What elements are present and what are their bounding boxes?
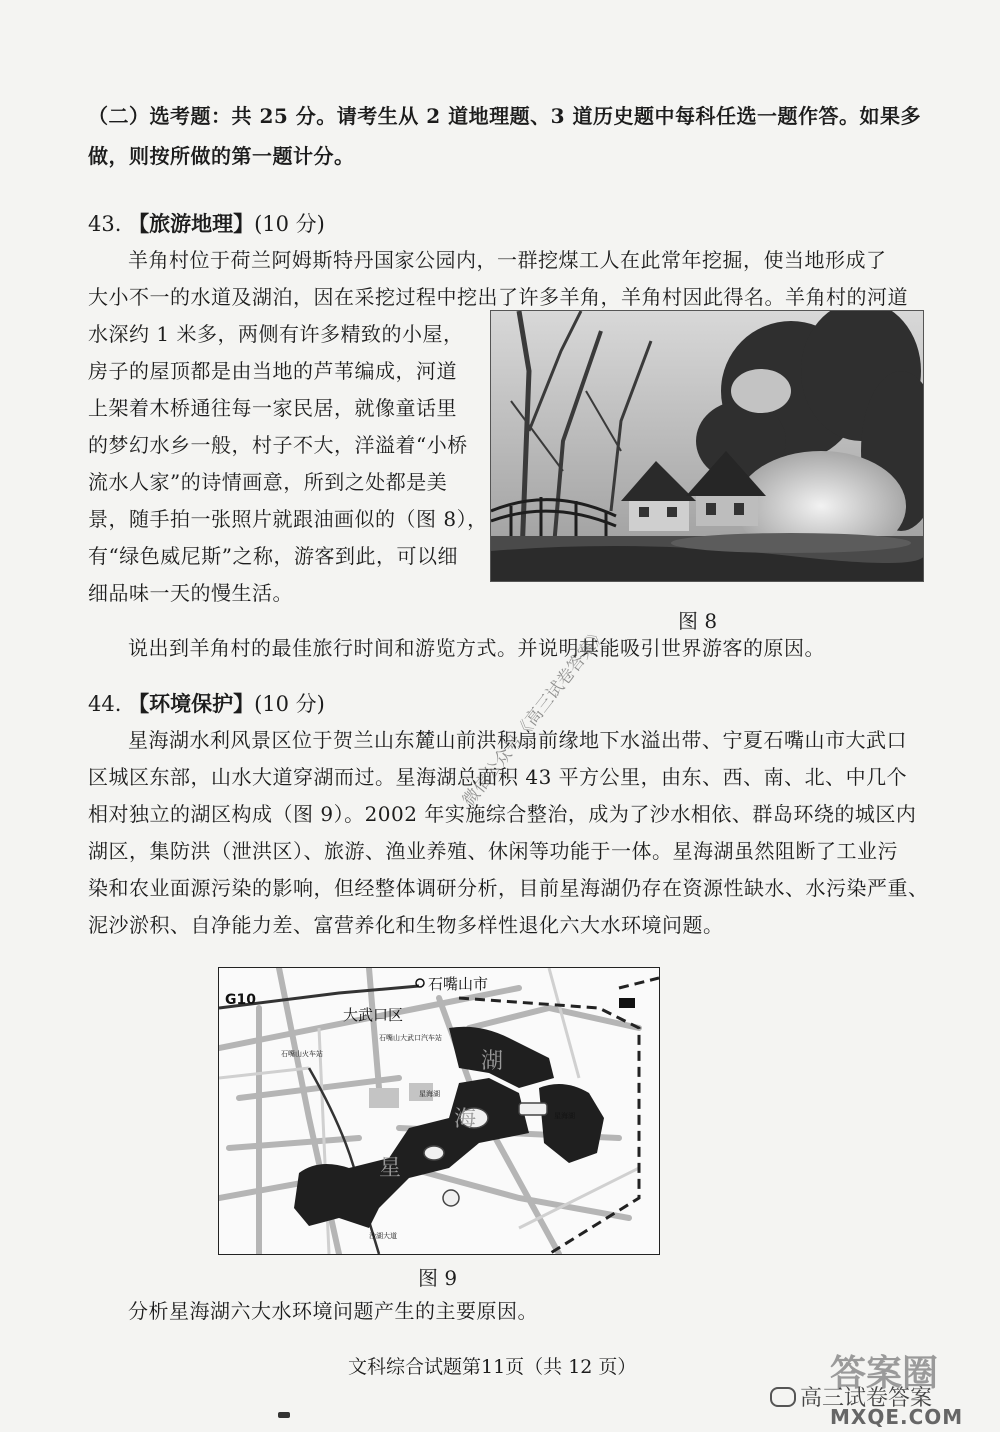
corner-domain: MXQE.COM bbox=[830, 1405, 964, 1429]
q44-line: 泥沙淤积、自净能力差、富营养化和生物多样性退化六大水环境问题。 bbox=[88, 913, 724, 937]
map-highway-label: G10 bbox=[225, 992, 256, 1008]
map-city-label: 石嘴山市 bbox=[428, 975, 489, 993]
figure-9-map bbox=[218, 967, 660, 1255]
corner-account: 高三试卷答案 bbox=[800, 1386, 933, 1411]
figure-8-caption: 图 8 bbox=[678, 609, 718, 633]
q43-left-line: 上架着木桥通往每一家民居，就像童话里 bbox=[88, 396, 457, 420]
q43-question: 说出到羊角村的最佳旅行时间和游览方式。并说明其能吸引世界游客的原因。 bbox=[128, 636, 825, 660]
q44-number: 44. bbox=[88, 692, 122, 716]
q43-score: (10 分) bbox=[254, 212, 325, 236]
q43-left-line: 的梦幻水乡一般，村子不大，洋溢着“小桥 bbox=[88, 433, 468, 457]
map-small-label: 石嘴山大武口汽车站 bbox=[379, 1034, 442, 1042]
section-intro-line2: 做，则按所做的第一题计分。 bbox=[88, 144, 355, 168]
xinghai-lake-map bbox=[219, 968, 659, 1254]
q43-left-line: 细品味一天的慢生活。 bbox=[88, 581, 293, 605]
q44-heading bbox=[88, 688, 325, 718]
corner-brand: 答案圈 bbox=[830, 1353, 939, 1394]
watermark-text: 微信公众号《高三试卷答案》 bbox=[458, 623, 611, 811]
q44-line: 染和农业面源污染的影响，但经整体调研分析，目前星海湖仍存在资源性缺水、水污染严重、 bbox=[88, 876, 929, 900]
q44-line: 湖区，集防洪（泄洪区）、旅游、渔业养殖、休闲等功能于一体。星海湖虽然阻断了工业污 bbox=[88, 839, 898, 863]
wechat-icon bbox=[770, 1387, 796, 1407]
q43-left-line: 房子的屋顶都是由当地的芦苇编成，河道 bbox=[88, 359, 457, 383]
q43-line-2: 大小不一的水道及湖泊，因在采挖过程中挖出了许多羊角，羊角村因此得名。羊角村的河道 bbox=[88, 285, 908, 309]
q43-topic: 【旅游地理】 bbox=[128, 211, 255, 236]
village-photo-illustration bbox=[491, 311, 923, 581]
q44-line: 相对独立的湖区构成（图 9）。2002 年实施综合整治，成为了沙水相依、群岛环绕的城区内 bbox=[88, 802, 917, 826]
lake-char-hai: 海 bbox=[454, 1107, 477, 1132]
figure-9-caption: 图 9 bbox=[418, 1266, 458, 1290]
q43-heading bbox=[88, 208, 325, 238]
lake-char-hu: 湖 bbox=[481, 1049, 504, 1074]
page-footer: 文科综合试题第11页（共 12 页） bbox=[348, 1356, 637, 1378]
q44-line: 星海湖水利风景区位于贺兰山东麓山前洪积扇前缘地下水溢出带、宁夏石嘴山市大武口 bbox=[128, 728, 907, 752]
q43-line-1: 羊角村位于荷兰阿姆斯特丹国家公园内，一群挖煤工人在此常年挖掘，使当地形成了 bbox=[128, 248, 887, 272]
scan-mark bbox=[278, 1412, 290, 1418]
q44-score: (10 分) bbox=[254, 692, 325, 716]
q43-left-line: 流水人家”的诗情画意，所到之处都是美 bbox=[88, 470, 448, 494]
lake-char-xing: 星 bbox=[379, 1156, 402, 1181]
corner-logo bbox=[770, 1345, 995, 1430]
q44-question: 分析星海湖六大水环境问题产生的主要原因。 bbox=[128, 1299, 538, 1323]
q43-left-column bbox=[88, 316, 488, 612]
q43-number: 43. bbox=[88, 212, 122, 236]
map-small-label: 石嘴山火车站 bbox=[281, 1050, 323, 1058]
q43-left-line: 有“绿色威尼斯”之称，游客到此，可以细 bbox=[88, 544, 458, 568]
map-district-label: 大武口区 bbox=[343, 1006, 404, 1024]
q44-topic: 【环境保护】 bbox=[128, 691, 255, 716]
q43-left-line: 水深约 1 米多，两侧有许多精致的小屋， bbox=[88, 322, 464, 346]
map-small-label: 星海湖 bbox=[419, 1090, 440, 1098]
figure-8-photo bbox=[490, 310, 924, 582]
section-intro-line1: （二）选考题：共 25 分。请考生从 2 道地理题、3 道历史题中每科任选一题作答。如果多 bbox=[88, 104, 921, 128]
q44-line: 区城区东部，山水大道穿湖而过。星海湖总面积 43 平方公里，由东、西、南、北、中几个 bbox=[88, 765, 908, 789]
map-small-label: 星海湖 bbox=[554, 1112, 575, 1120]
q43-left-line: 景，随手拍一张照片就跟油画似的（图 8）， bbox=[88, 507, 488, 531]
map-small-label: 沙湖大道 bbox=[369, 1232, 397, 1240]
